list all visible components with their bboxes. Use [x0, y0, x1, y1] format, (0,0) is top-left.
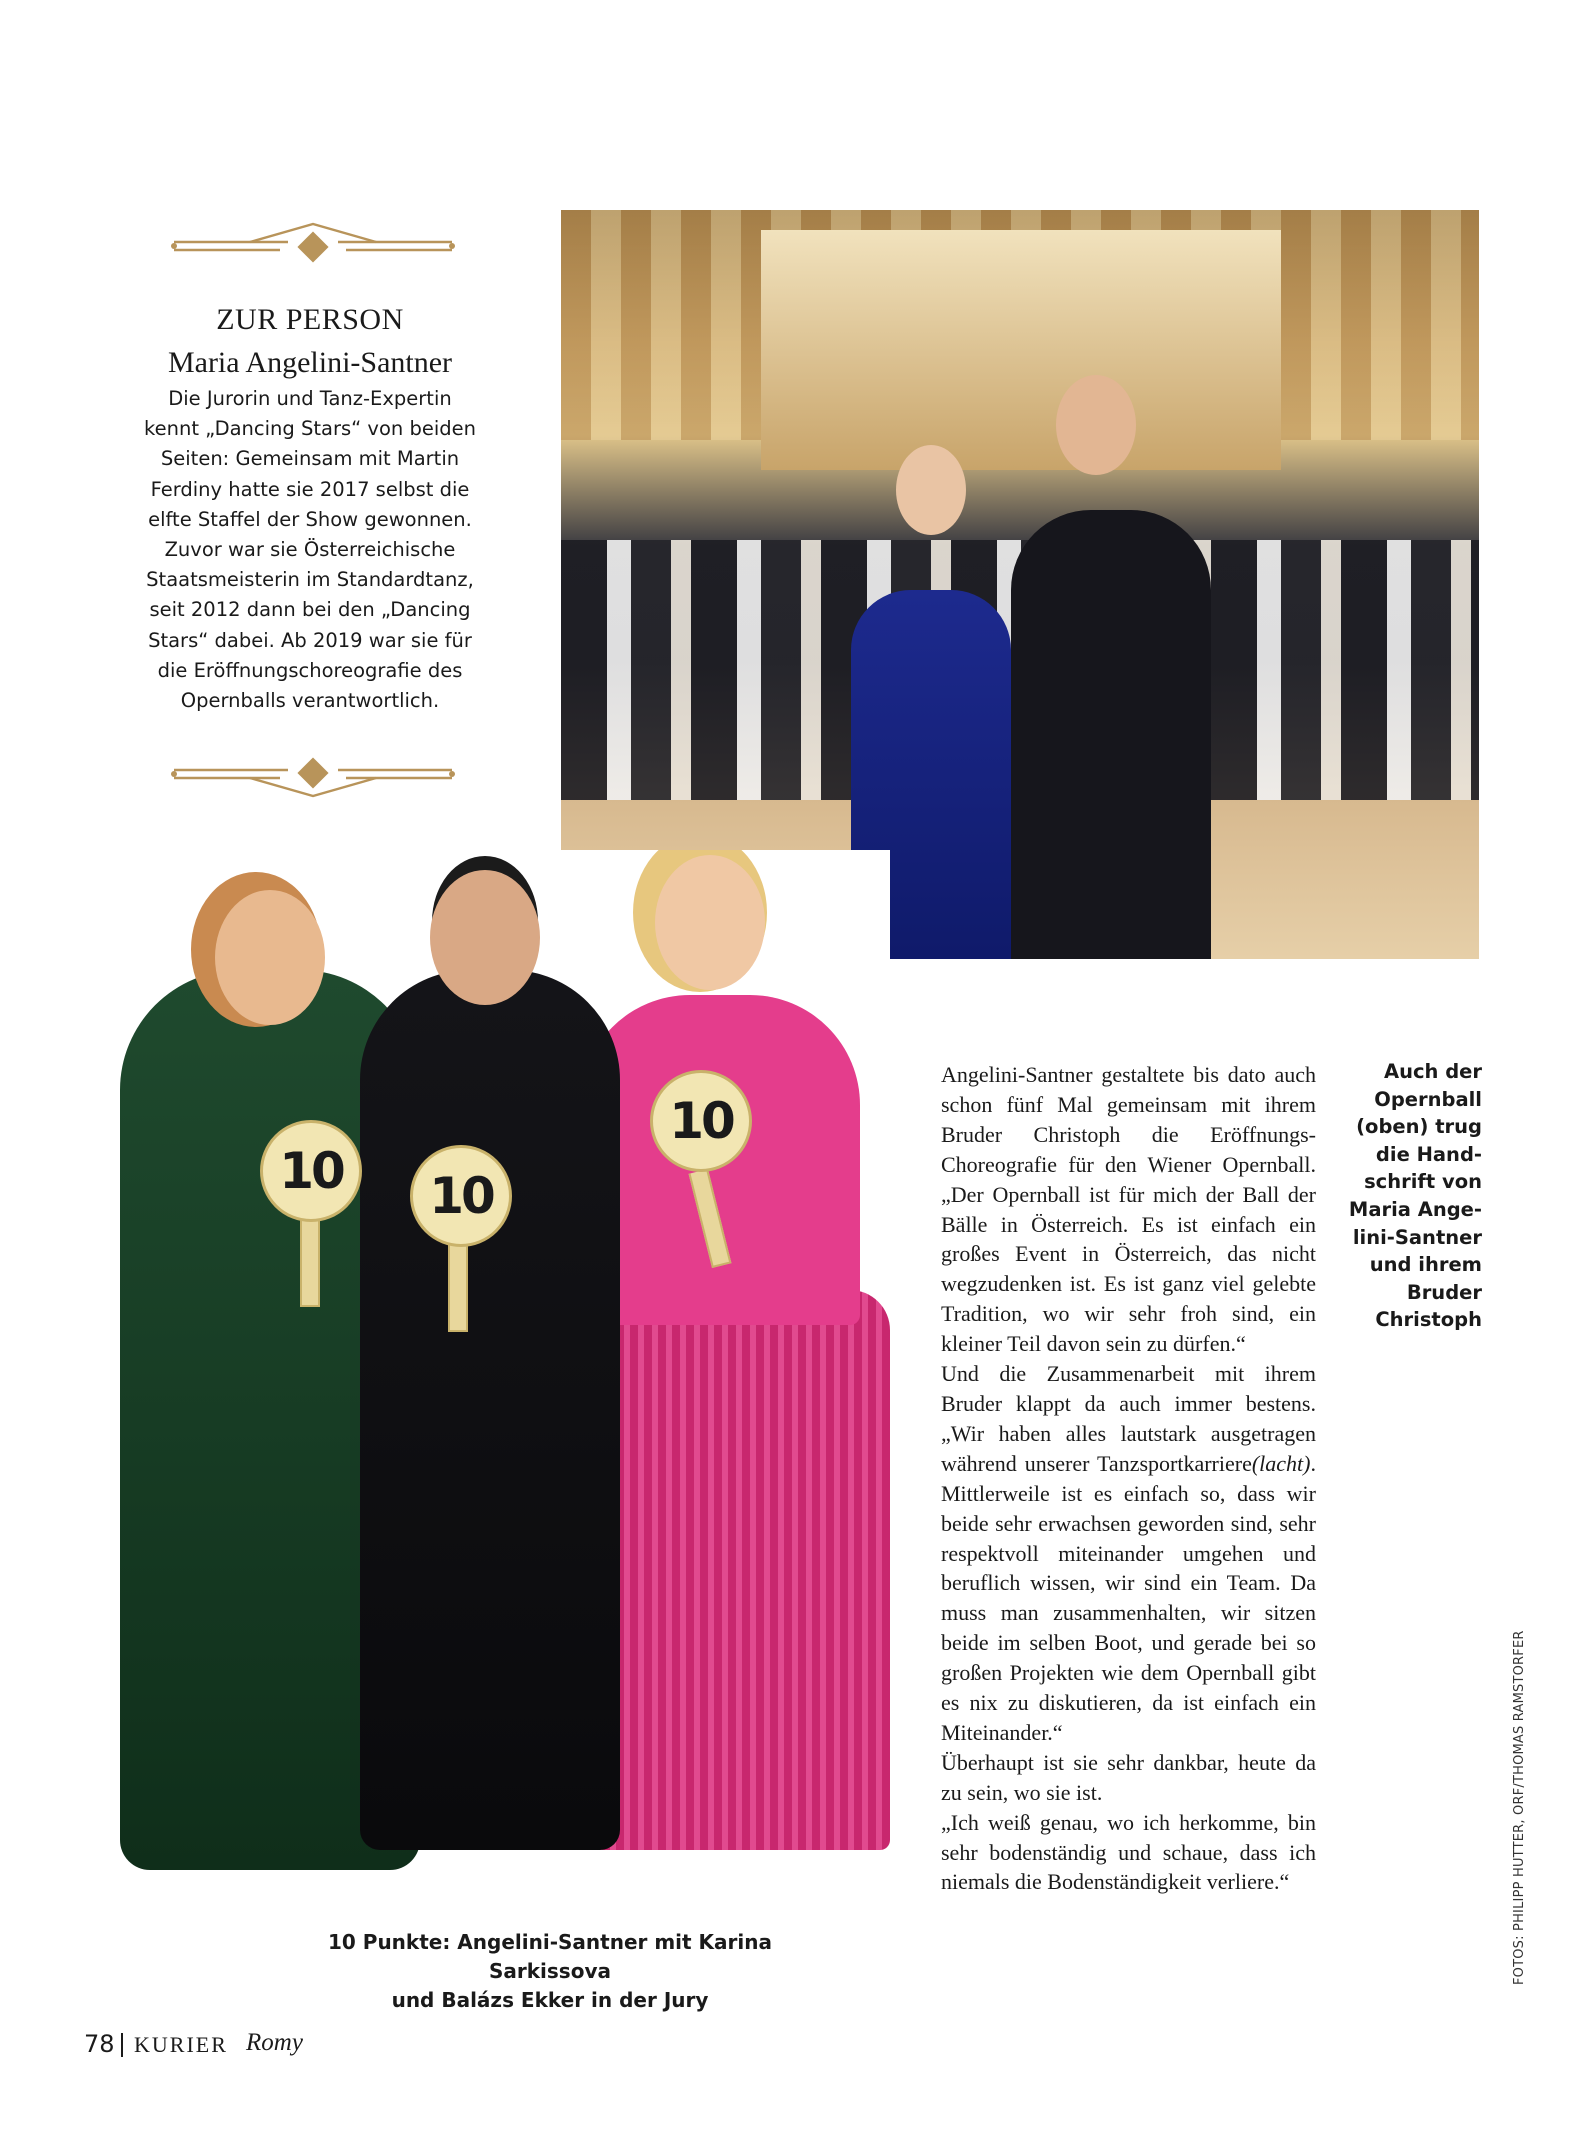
sidebar-person-name: Maria Angelini-Santner [167, 346, 453, 379]
caption-line: Bruder [1406, 1280, 1482, 1304]
opernball-photo-caption [1312, 1058, 1482, 1334]
photo-credit: FOTOS: PHILIPP HUTTER, ORF/THOMAS RAMSTORFER [1512, 1630, 1527, 1985]
sidebar-heading: ZUR PERSON [216, 303, 404, 336]
article-body [941, 1060, 1316, 1897]
man-face [1056, 375, 1136, 475]
score-paddle-handle [300, 1210, 320, 1307]
bio-line: die Eröffnungschoreografie des [157, 658, 463, 682]
bio-line: seit 2012 dann bei den „Dancing [149, 598, 471, 622]
bio-line: elfte Staffel der Show gewonnen. [148, 507, 472, 531]
article-paragraph: Überhaupt ist sie sehr dankbar, heute da zu sein, wo sie ist. [941, 1749, 1316, 1805]
caption-line: und ihrem [1369, 1253, 1482, 1277]
bio-line: kennt „Dancing Stars“ von beiden [144, 417, 476, 441]
opera-stage [761, 230, 1281, 470]
black-suit-figure [360, 970, 620, 1850]
sidebar-bio [140, 384, 480, 716]
article-text: . Mittlerweile ist es einfach so, dass wir beide sehr erwachsen geworden sind, sehr respektvoll miteinander umgehen und beruflich wissen, wir sind ein Team. Da muss man zusammenhalten, wir sitzen beide im selben Boot, und gerade bei so großen Projekten wie dem Opernball gibt es nix zu diskutieren, da ist einfach ein Miteinander.“ [941, 1450, 1316, 1745]
page-number: 78 [84, 2030, 115, 2058]
woman-face [896, 445, 966, 535]
jury-photo [110, 850, 890, 1895]
bio-line: Stars“ dabei. Ab 2019 war sie für [148, 628, 472, 652]
caption-line: Auch der [1383, 1060, 1482, 1083]
score-paddle-handle [448, 1235, 468, 1332]
ornament-top [170, 220, 456, 268]
caption-line: 10 Punkte: Angelini-Santner mit Karina Sarkissova [327, 1930, 772, 1983]
bio-line: Ferdiny hatte sie 2017 selbst die [150, 477, 470, 501]
score-paddle: 10 [650, 1070, 752, 1172]
juror-head-left [215, 890, 325, 1025]
juror-head-right [655, 855, 765, 990]
caption-line: und Balázs Ekker in der Jury [391, 1988, 709, 2012]
score-paddle: 10 [410, 1145, 512, 1247]
article-paragraph [941, 1359, 1316, 1748]
caption-line: (oben) trug [1356, 1115, 1482, 1139]
suit-figure [1011, 510, 1211, 959]
caption-line: Christoph [1375, 1308, 1482, 1332]
article-paragraph: Angelini-Santner gestaltete bis dato auch schon fünf Mal gemeinsam mit ihrem Bruder Christoph die Eröffnungs-Choreografie für den Wiener Opernball. „Der Opernball ist für mich der Ball der Bälle in Österreich. Es ist einfach ein großes Event in Österreich, das nicht wegzudenken ist. Es ist ganz viel gelebte Tradition, wo wir sehr froh sind, ein kleiner Teil davon sein zu dürfen.“ [941, 1062, 1316, 1357]
article-aside: (lacht) [1251, 1450, 1311, 1476]
jury-photo-caption [270, 1928, 830, 2015]
bio-line: Staatsmeisterin im Standardtanz, [146, 568, 474, 592]
score-paddle: 10 [260, 1120, 362, 1222]
bio-line: Opernballs verantwortlich. [180, 689, 440, 713]
magazine-name: KURIER [134, 2032, 228, 2057]
footer-divider [121, 2033, 123, 2057]
juror-head-center [430, 870, 540, 1005]
bio-line: Seiten: Gemeinsam mit Martin [160, 447, 460, 471]
caption-line: lini-Santner [1352, 1225, 1482, 1249]
caption-line: die Hand- [1375, 1142, 1482, 1166]
bio-line: Die Jurorin und Tanz-Expertin [168, 387, 452, 410]
article-text: Und die Zusammenarbeit mit ihrem Bruder klappt da auch immer bestens. „Wir haben alles lautstark ausgetragen während unserer Tanzsportkarriere [941, 1361, 1316, 1476]
opernball-photo [561, 210, 1479, 959]
caption-line: Opernball [1374, 1087, 1482, 1111]
ornament-bottom [170, 752, 456, 800]
magazine-supplement: Romy [246, 2029, 303, 2056]
article-paragraph: „Ich weiß genau, wo ich herkomme, bin sehr bodenständig und schaue, dass ich niemals die Bodenständigkeit verliere.“ [941, 1809, 1316, 1895]
bio-line: Zuvor war sie Österreichische [164, 538, 456, 562]
caption-line: Maria Ange- [1348, 1197, 1482, 1221]
caption-line: schrift von [1364, 1170, 1482, 1194]
